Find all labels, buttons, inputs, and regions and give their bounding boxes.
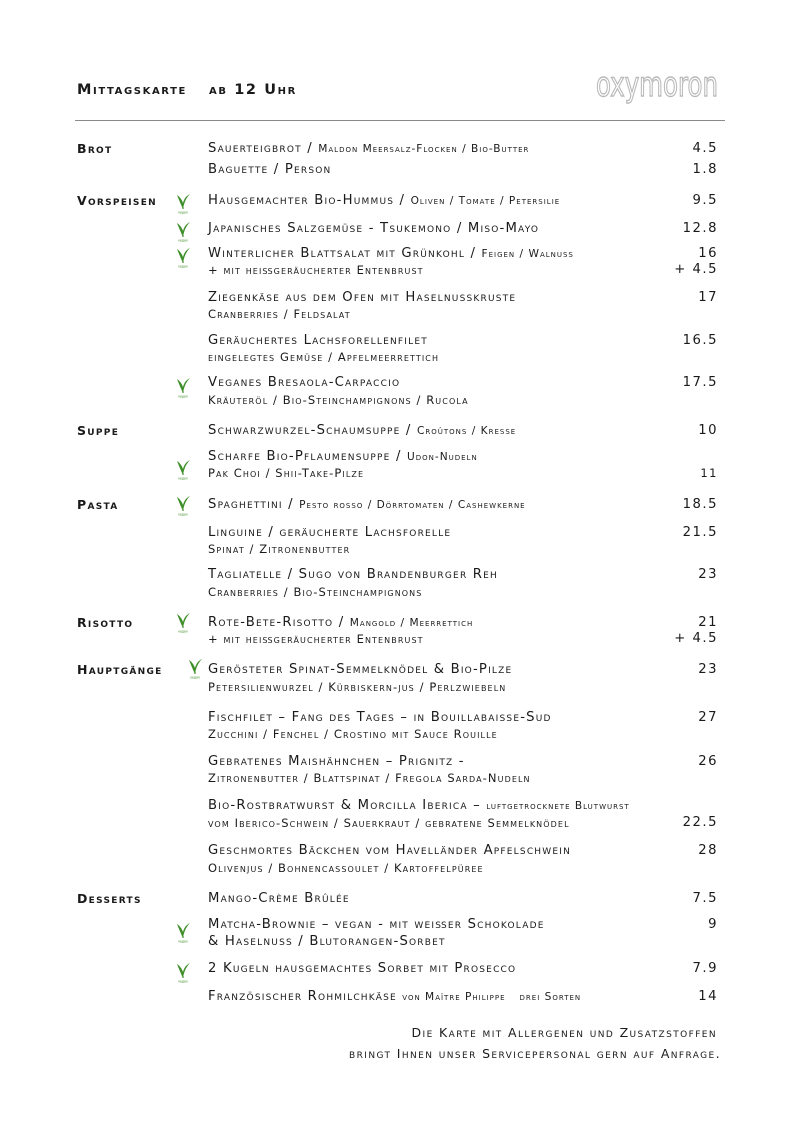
item-lachsforelle-sub: eingelegtes Gemüse / Apfelmeerrettich (208, 350, 440, 364)
item-semmelknoedel-name: Gerösteter Spinat-Semmelknödel & Bio-Pilze (208, 662, 513, 677)
item-linguine-price: 21.5 (682, 525, 718, 540)
item-pflaumensuppe-sub: Pak Choi / Shii-Take-Pilze (208, 466, 365, 480)
item-rohmilchkaese-name: Französischer Rohmilchkäse von Maître Philippe drei Sorten (208, 989, 582, 1004)
header-divider (75, 120, 725, 121)
item-rohmilchkaese-price: 14 (698, 989, 718, 1004)
item-fischfilet-sub: Zucchini / Fenchel / Crostino mit Sauce Rouille (208, 727, 498, 741)
title-main: Mittagskarte (77, 82, 187, 98)
item-brownie-name: Matcha-Brownie – vegan - mit weißer Schokolade (208, 917, 545, 932)
item-brownie-name-line2: & Haselnuss / Blutorangen-Sorbet (208, 934, 446, 949)
item-fischfilet-price: 27 (698, 710, 718, 725)
item-rostbratwurst-name: Bio-Rostbratwurst & Morcilla Iberica – luftgetrocknete Blutwurst (208, 798, 630, 813)
item-bresaola-price: 17.5 (682, 375, 718, 390)
item-spaghettini-name: Spaghettini / Pesto rosso / Dörrtomaten / Cashewkerne (208, 497, 526, 512)
item-maishaehnchen-price: 26 (698, 754, 718, 769)
item-schwarzwurzel-price: 10 (698, 423, 718, 438)
item-baeckchen-price: 28 (698, 843, 718, 858)
item-ziegenkaese-price: 17 (698, 290, 718, 305)
category-pasta: Pasta (77, 497, 119, 512)
item-rostbratwurst-sub: vom Iberico-Schwein / Sauerkraut / gebratene Semmelknödel (208, 816, 570, 830)
item-salzgemuese-price: 12.8 (682, 221, 718, 236)
item-blattsalat-extra-price: + 4.5 (674, 262, 718, 277)
vegan-leaf-icon (174, 246, 192, 268)
item-bresaola-sub: Kräuteröl / Bio-Steinchampignons / Rucola (208, 393, 469, 407)
item-risotto-extra-price: + 4.5 (674, 631, 718, 646)
item-blattsalat-name: Winterlicher Blattsalat mit Grünkohl / Feigen / Walnuss (208, 246, 574, 261)
vegan-leaf-icon (174, 458, 192, 480)
item-baguette-name: Baguette / Person (208, 162, 332, 177)
category-risotto: Risotto (77, 615, 134, 630)
item-sauerteigbrot-price: 4.5 (692, 141, 718, 156)
item-sauerteigbrot-name: Sauerteigbrot / Maldon Meersalz-Flocken / Bio-Butter (208, 141, 530, 156)
item-bresaola-name: Veganes Bresaola-Carpaccio (208, 375, 401, 390)
item-schwarzwurzel-name: Schwarzwurzel-Schaumsuppe / Croûtons / Kresse (208, 423, 517, 438)
item-pflaumensuppe-name: Scharfe Bio-Pflaumensuppe / Udon-Nudeln (208, 449, 478, 464)
item-blattsalat-price: 16 (698, 246, 718, 261)
footer-note-line1: Die Karte mit Allergenen und Zusatzstoffen (411, 1025, 717, 1040)
item-blattsalat-extra: + mit heißgeräucherter Entenbrust (208, 263, 424, 277)
item-baeckchen-name: Geschmortes Bäckchen vom Havelländer Apfelschwein (208, 843, 572, 858)
item-salzgemuese-name: Japanisches Salzgemüse - Tsukemono / Miso-Mayo (208, 221, 540, 236)
title-time: ab 12 Uhr (209, 82, 297, 98)
item-tagliatelle-price: 23 (698, 567, 718, 582)
vegan-leaf-icon (174, 611, 192, 633)
item-baguette-price: 1.8 (692, 162, 718, 177)
item-lachsforelle-price: 16.5 (682, 333, 718, 348)
item-brownie-price: 9 (708, 917, 718, 932)
item-risotto-name: Rote-Bete-Risotto / Mangold / Meerrettich (208, 615, 474, 630)
item-creme-brulee-name: Mango-Crème Brûlée (208, 891, 350, 906)
item-baeckchen-sub: Olivenjus / Bohnencassoulet / Kartoffelpüree (208, 861, 484, 875)
item-lachsforelle-name: Geräuchertes Lachsforellenfilet (208, 333, 428, 348)
item-risotto-extra: + mit heißgeräucherter Entenbrust (208, 632, 424, 646)
vegan-leaf-icon (186, 657, 204, 679)
item-sorbet-name: 2 Kugeln hausgemachtes Sorbet mit Prosecco (208, 961, 517, 976)
item-tagliatelle-sub: Cranberries / Bio-Steinchampignons (208, 585, 423, 599)
item-maishaehnchen-sub: Zitronenbutter / Blattspinat / Fregola Sarda-Nudeln (208, 771, 531, 785)
item-semmelknoedel-sub: Petersilienwurzel / Kürbiskern-jus / Perlzwiebeln (208, 680, 507, 694)
vegan-leaf-icon (174, 220, 192, 242)
category-vorspeisen: Vorspeisen (77, 193, 157, 208)
footer-note-line2: bringt Ihnen unser Servicepersonal gern auf Anfrage. (349, 1046, 721, 1061)
logo-text: oxymoron (596, 65, 718, 105)
item-linguine-name: Linguine / geräucherte Lachsforelle (208, 525, 452, 540)
vegan-leaf-icon (174, 961, 192, 983)
item-pflaumensuppe-price: 11 (700, 466, 718, 480)
item-semmelknoedel-price: 23 (698, 662, 718, 677)
item-linguine-sub: Spinat / Zitronenbutter (208, 542, 351, 556)
category-hauptgaenge: Hauptgänge (77, 662, 163, 677)
item-hummus-price: 9.5 (692, 193, 718, 208)
oxymoron-logo (596, 62, 720, 106)
vegan-leaf-icon (174, 494, 192, 516)
item-sorbet-price: 7.9 (692, 961, 718, 976)
item-rostbratwurst-price: 22.5 (682, 815, 718, 830)
item-tagliatelle-name: Tagliatelle / Sugo von Brandenburger Reh (208, 567, 499, 582)
item-hummus-name: Hausgemachter Bio-Hummus / Oliven / Tomate / Petersilie (208, 193, 561, 208)
category-brot: Brot (77, 141, 113, 156)
item-ziegenkaese-name: Ziegenkäse aus dem Ofen mit Haselnusskruste (208, 290, 517, 305)
item-risotto-price: 21 (698, 615, 718, 630)
item-creme-brulee-price: 7.5 (692, 891, 718, 906)
vegan-leaf-icon (174, 192, 192, 214)
category-suppe: Suppe (77, 423, 120, 438)
page-title (77, 82, 297, 98)
item-fischfilet-name: Fischfilet – Fang des Tages – in Bouillabaisse-Sud (208, 710, 552, 725)
item-ziegenkaese-sub: Cranberries / Feldsalat (208, 307, 351, 321)
category-desserts: Desserts (77, 891, 142, 906)
vegan-leaf-icon (174, 921, 192, 943)
item-maishaehnchen-name: Gebratenes Maishähnchen – Prignitz - (208, 754, 465, 769)
vegan-leaf-icon (174, 376, 192, 398)
item-spaghettini-price: 18.5 (682, 497, 718, 512)
